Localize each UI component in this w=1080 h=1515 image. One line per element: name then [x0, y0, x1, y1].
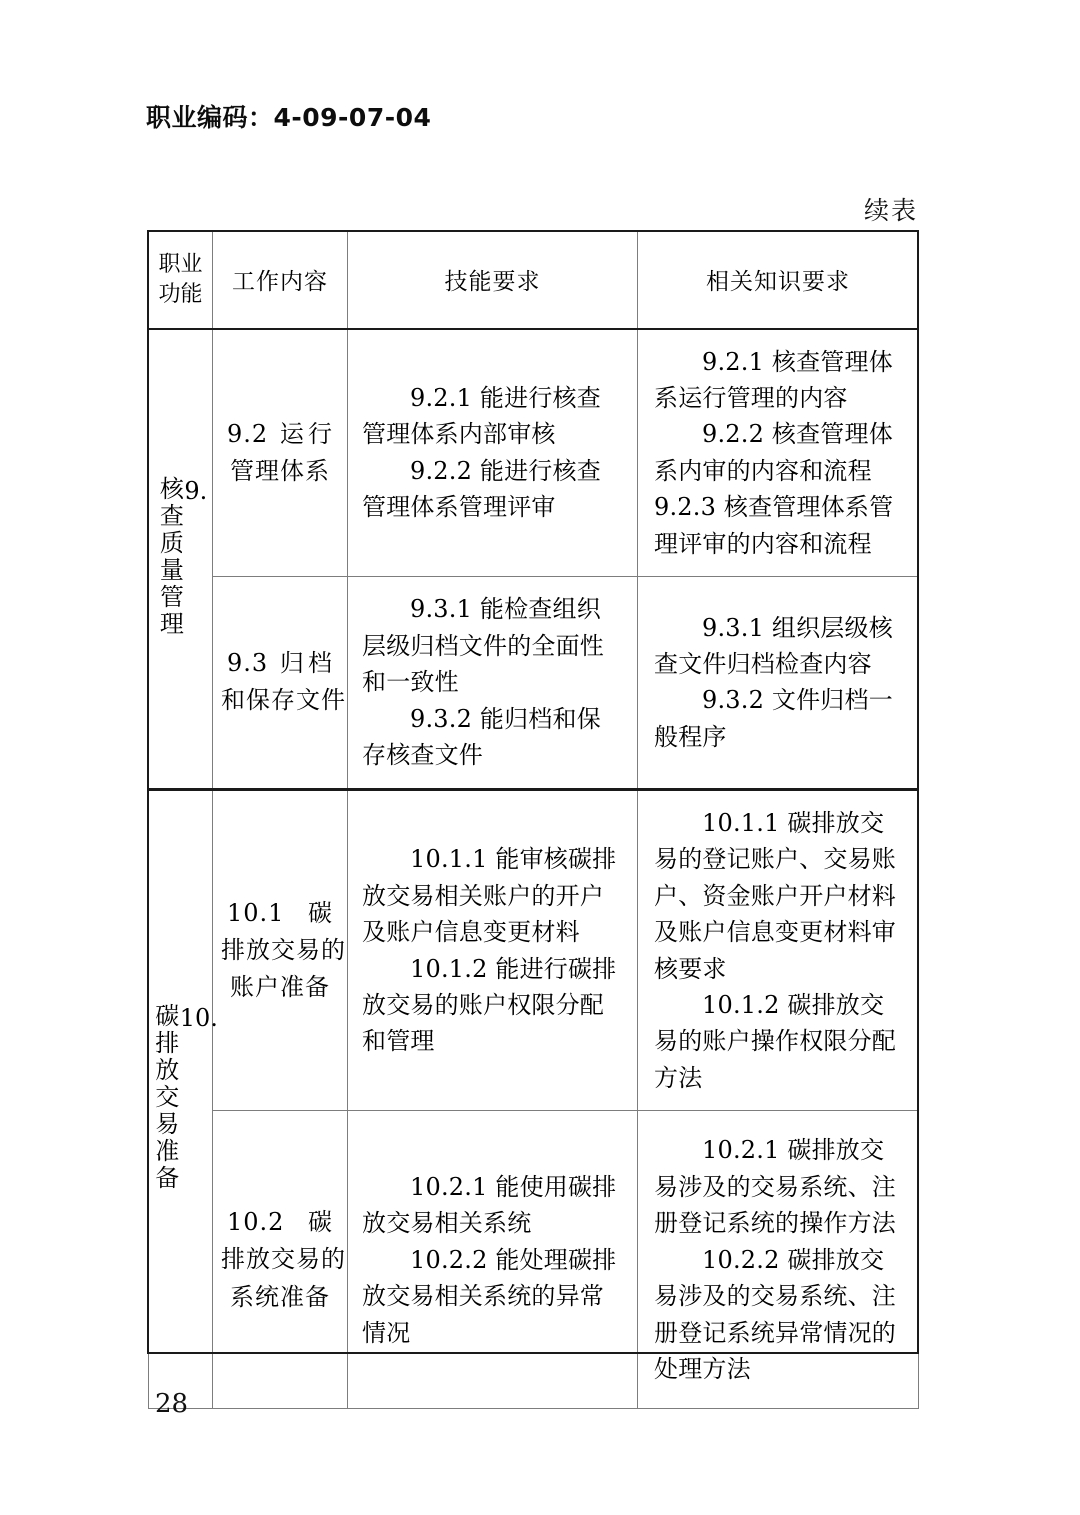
work-content-cell-9-3	[213, 577, 348, 789]
skill-item: 9.3.2 能归档和保存核查文件	[362, 704, 601, 770]
function-name-9: 核查质量管理	[155, 475, 184, 638]
skill-item: 9.3.1 能检查组织层级归档文件的全面性和一致性	[362, 595, 604, 697]
skill-item: 10.2.2 能处理碳排放交易相关系统的异常情况	[362, 1245, 617, 1347]
header-cell-skill-requirements: 技能要求	[348, 232, 638, 329]
continued-table-label: 续表	[863, 196, 918, 225]
knowledge-item: 10.1.2 碳排放交易的账户操作权限分配方法	[654, 991, 896, 1092]
knowledge-item: 10.2.1 碳排放交易涉及的交易系统、注册登记系统的操作方法	[654, 1136, 896, 1238]
function-number-9: 9.	[184, 476, 208, 505]
work-content-cell-10-2	[213, 1111, 348, 1409]
function-number-10: 10.	[179, 1004, 218, 1033]
header-function-line1: 职业	[158, 252, 203, 278]
work-content-line-3: 系统准备	[230, 1282, 330, 1311]
knowledge-requirements-cell-9-3	[638, 577, 919, 789]
occupational-skill-table	[148, 231, 919, 1409]
function-cell-section-10	[149, 789, 218, 1409]
skill-requirements-cell-9-3	[348, 577, 638, 789]
skill-requirements-cell-9-2	[348, 329, 638, 577]
function-vertical-text-9	[154, 476, 208, 638]
function-vertical-text-10	[149, 1003, 218, 1192]
header-cell-knowledge-requirements: 相关知识要求	[638, 232, 919, 329]
table-row	[149, 329, 919, 577]
knowledge-item: 10.1.1 碳排放交易的登记账户、交易账户、资金账户开户材料及账户信息变更材料审核要求	[654, 808, 896, 983]
knowledge-requirements-cell-9-2	[638, 329, 919, 577]
skill-item: 9.2.2 能进行核查管理体系管理评审	[362, 456, 601, 522]
work-content-line-3: 账户准备	[230, 973, 330, 1002]
header-function-line2: 功能	[158, 281, 203, 307]
header-cell-function	[149, 232, 213, 329]
work-content-line-2: 排放交易的	[221, 1245, 346, 1274]
work-content-line-2: 和保存文件	[221, 686, 346, 715]
knowledge-item: 9.3.1 组织层级核查文件归档检查内容	[654, 613, 893, 679]
work-content-cell-9-2	[213, 329, 348, 577]
work-content-line-1: 10.2 碳	[227, 1208, 333, 1237]
table-row	[149, 789, 919, 1111]
work-content-line-2: 排放交易的	[221, 935, 346, 964]
work-content-line-1: 9.3 归档	[227, 649, 333, 678]
knowledge-item: 10.2.2 碳排放交易涉及的交易系统、注册登记系统异常情况的处理方法	[654, 1245, 896, 1384]
function-name-10: 碳排放交易准备	[150, 1003, 179, 1193]
knowledge-requirements-cell-10-2	[638, 1111, 919, 1409]
skill-requirements-cell-10-1	[348, 789, 638, 1111]
skill-item: 10.1.2 能进行碳排放交易的账户权限分配和管理	[362, 954, 617, 1056]
work-content-line-1: 9.2 运行	[227, 419, 333, 448]
knowledge-requirements-cell-10-1	[638, 789, 919, 1111]
knowledge-item: 9.2.2 核查管理体系内审的内容和流程	[654, 420, 893, 485]
table-row	[149, 1111, 919, 1409]
table-header-row	[149, 232, 919, 329]
page-number: 28	[155, 1389, 189, 1419]
knowledge-item: 9.3.2 文件归档一般程序	[654, 686, 893, 751]
header-cell-work-content: 工作内容	[213, 232, 348, 329]
work-content-line-2: 管理体系	[230, 456, 330, 485]
knowledge-item: 9.2.1 核查管理体系运行管理的内容	[654, 347, 893, 412]
work-content-cell-10-1	[213, 789, 348, 1111]
running-head-occupation-code: 职业编码：4-09-07-04	[146, 103, 432, 132]
function-cell-section-9	[149, 329, 213, 790]
skill-item: 9.2.1 能进行核查管理体系内部审核	[362, 383, 601, 449]
skill-item: 10.2.1 能使用碳排放交易相关系统	[362, 1172, 617, 1238]
knowledge-item: 9.2.3 核查管理体系管理评审的内容和流程	[654, 493, 894, 558]
table-row	[149, 577, 919, 789]
skill-item: 10.1.1 能审核碳排放交易相关账户的开户及账户信息变更材料	[362, 845, 617, 947]
work-content-line-1: 10.1 碳	[227, 898, 333, 927]
skill-requirements-cell-10-2	[348, 1111, 638, 1409]
